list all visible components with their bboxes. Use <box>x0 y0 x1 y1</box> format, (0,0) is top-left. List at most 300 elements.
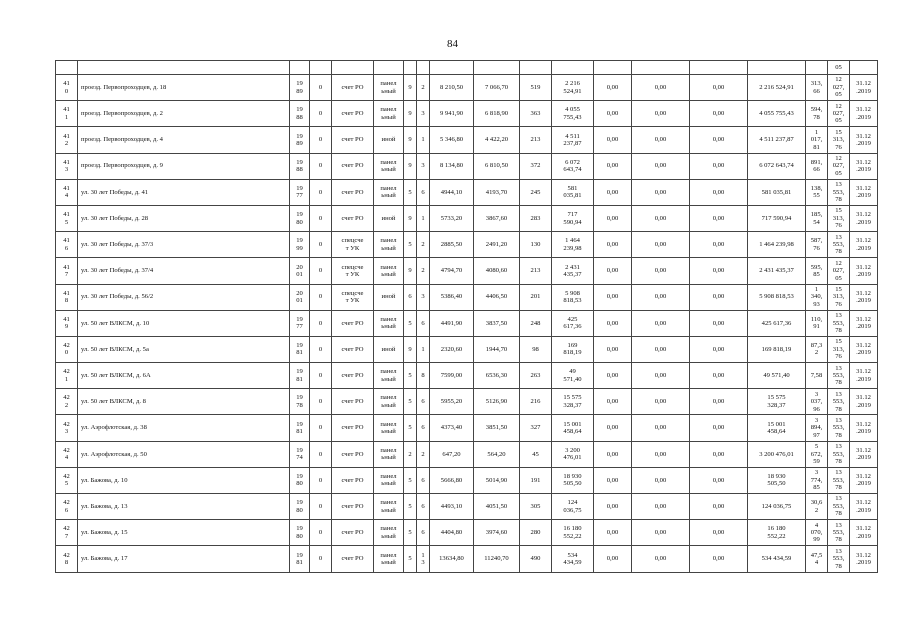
address-cell: проезд. Первопроходцев, д. 4 <box>78 127 290 153</box>
table-cell: счет РО <box>332 179 374 205</box>
table-cell: 5 <box>404 520 417 546</box>
table-cell: 185, 54 <box>806 205 828 231</box>
table-cell: 6 <box>404 284 417 310</box>
table-cell <box>806 61 828 75</box>
table-cell: 19 77 <box>290 179 310 205</box>
table-cell: 31.12 .2019 <box>850 179 878 205</box>
table-cell: 0,00 <box>690 336 748 362</box>
table-cell <box>594 61 632 75</box>
table-cell: 20 01 <box>290 258 310 284</box>
table-cell: 0,00 <box>594 205 632 231</box>
table-cell: 4944,10 <box>430 179 474 205</box>
address-cell: ул. Бажова, д. 10 <box>78 467 290 493</box>
table-cell: 4 422,20 <box>474 127 520 153</box>
table-cell: 534 434,59 <box>552 546 594 572</box>
table-cell: 0,00 <box>632 101 690 127</box>
table-cell: 9 <box>404 127 417 153</box>
table-cell: 0,00 <box>690 127 748 153</box>
table-cell: 0,00 <box>594 232 632 258</box>
table-cell: 45 <box>520 441 552 467</box>
table-cell: 0,00 <box>632 179 690 205</box>
table-cell: 0 <box>310 389 332 415</box>
address-cell: ул. Бажова, д. 13 <box>78 494 290 520</box>
table-cell: счет РО <box>332 520 374 546</box>
table-cell: 0,00 <box>690 310 748 336</box>
table-cell: 4406,50 <box>474 284 520 310</box>
table-cell: 0,00 <box>690 258 748 284</box>
table-cell: счет РО <box>332 336 374 362</box>
table-cell: 3 200 476,01 <box>552 441 594 467</box>
table-cell: 0,00 <box>594 127 632 153</box>
table-cell: 425 617,36 <box>748 310 806 336</box>
table-cell: панел ьный <box>374 494 404 520</box>
table-cell <box>404 61 417 75</box>
table-row <box>56 179 878 205</box>
table-cell: иной <box>374 127 404 153</box>
table-cell <box>417 61 430 75</box>
address-cell: ул. 50 лет ВЛКСМ, д. 6А <box>78 363 290 389</box>
table-cell: 0 <box>310 520 332 546</box>
table-cell: 31.12 .2019 <box>850 336 878 362</box>
table-cell: 4404,80 <box>430 520 474 546</box>
table-cell: 0,00 <box>690 153 748 179</box>
table-cell: спецсче т УК <box>332 284 374 310</box>
table-cell: 0 <box>310 258 332 284</box>
table-cell: 13 553, 78 <box>828 310 850 336</box>
table-cell: 0,00 <box>632 232 690 258</box>
table-cell: 564,20 <box>474 441 520 467</box>
table-cell: 305 <box>520 494 552 520</box>
table-cell: 31.12 .2019 <box>850 546 878 572</box>
table-cell: 41 1 <box>56 101 78 127</box>
table-cell: 31.12 .2019 <box>850 153 878 179</box>
address-cell: проезд. Первопроходцев, д. 9 <box>78 153 290 179</box>
table-cell: 4 055 755,43 <box>748 101 806 127</box>
table-cell: 0,00 <box>594 520 632 546</box>
table-cell: 42 7 <box>56 520 78 546</box>
table-cell: 1 340, 93 <box>806 284 828 310</box>
table-cell: 13 553, 78 <box>828 494 850 520</box>
table-cell: счет РО <box>332 441 374 467</box>
table-cell: 0,00 <box>690 284 748 310</box>
table-cell: 31.12 .2019 <box>850 284 878 310</box>
table-cell: 41 7 <box>56 258 78 284</box>
table-cell: 490 <box>520 546 552 572</box>
table-cell: 4080,60 <box>474 258 520 284</box>
table-cell: счет РО <box>332 310 374 336</box>
table-cell: счет РО <box>332 467 374 493</box>
table-cell: 0,00 <box>594 179 632 205</box>
table-cell: 0 <box>310 205 332 231</box>
table-cell <box>632 61 690 75</box>
table-cell: 19 89 <box>290 127 310 153</box>
table-cell: 2 <box>417 232 430 258</box>
table-cell: 4 511 237,87 <box>552 127 594 153</box>
table-cell: 13 553, 78 <box>828 520 850 546</box>
table-cell: 9 <box>404 205 417 231</box>
table-cell: 891, 66 <box>806 153 828 179</box>
table-cell: 19 80 <box>290 205 310 231</box>
table-cell: 0 <box>310 441 332 467</box>
table-cell: 0,00 <box>594 467 632 493</box>
table-cell: счет РО <box>332 127 374 153</box>
table-cell: 594, 78 <box>806 101 828 127</box>
table-cell: 11240,70 <box>474 546 520 572</box>
table-cell: 248 <box>520 310 552 336</box>
table-cell: 30,6 2 <box>806 494 828 520</box>
table-cell: 3 774, 85 <box>806 467 828 493</box>
table-cell: панел ьный <box>374 75 404 101</box>
table-cell: счет РО <box>332 415 374 441</box>
address-cell: проезд. Первопроходцев, д. 2 <box>78 101 290 127</box>
table-cell: 0,00 <box>690 179 748 205</box>
table-cell <box>520 61 552 75</box>
table-cell: 0,00 <box>632 546 690 572</box>
table-cell: 19 88 <box>290 101 310 127</box>
table-cell: счет РО <box>332 494 374 520</box>
table-cell: 6 <box>417 520 430 546</box>
table-cell: 2320,60 <box>430 336 474 362</box>
address-cell: ул. Аэрофлотская, д. 38 <box>78 415 290 441</box>
page-number: 84 <box>447 38 458 50</box>
table-cell: 9 <box>404 336 417 362</box>
table-cell: 98 <box>520 336 552 362</box>
table-cell: 19 89 <box>290 75 310 101</box>
table-cell <box>290 61 310 75</box>
table-cell <box>430 61 474 75</box>
table-cell: 647,20 <box>430 441 474 467</box>
table-cell: 12 027, 05 <box>828 75 850 101</box>
table-cell: 6 <box>417 389 430 415</box>
table-cell <box>690 61 748 75</box>
table-cell: 283 <box>520 205 552 231</box>
table-cell: панел ьный <box>374 415 404 441</box>
table-cell: иной <box>374 284 404 310</box>
table-cell: 1 <box>417 205 430 231</box>
table-cell: 42 4 <box>56 441 78 467</box>
table-cell: панел ьный <box>374 258 404 284</box>
table-cell: 5 908 818,53 <box>748 284 806 310</box>
table-cell: панел ьный <box>374 389 404 415</box>
table-cell: 5014,90 <box>474 467 520 493</box>
table-cell: 0,00 <box>632 441 690 467</box>
table-cell: 5126,90 <box>474 389 520 415</box>
table-cell: 0,00 <box>594 389 632 415</box>
address-cell: ул. 50 лет ВЛКСМ, д. 5а <box>78 336 290 362</box>
table-cell: 0,00 <box>594 310 632 336</box>
table-cell: 0,00 <box>594 258 632 284</box>
table-cell: 87,3 2 <box>806 336 828 362</box>
table-cell: 5 <box>404 546 417 572</box>
table-cell: 31.12 .2019 <box>850 127 878 153</box>
table-row <box>56 546 878 572</box>
table-cell: 138, 55 <box>806 179 828 205</box>
address-cell: ул. 50 лет ВЛКСМ, д. 10 <box>78 310 290 336</box>
table-cell: 19 81 <box>290 363 310 389</box>
table-cell: 0,00 <box>594 546 632 572</box>
table-cell: 13 553, 78 <box>828 441 850 467</box>
table-cell: иной <box>374 205 404 231</box>
table-cell: 3974,60 <box>474 520 520 546</box>
table-cell: 717 590,94 <box>748 205 806 231</box>
table-cell: 0 <box>310 310 332 336</box>
table-row <box>56 153 878 179</box>
table-row <box>56 389 878 415</box>
table-cell: 5386,40 <box>430 284 474 310</box>
table-cell: 9 <box>404 258 417 284</box>
table-cell: 42 0 <box>56 336 78 362</box>
table-cell: 4491,90 <box>430 310 474 336</box>
table-cell: 13 553, 78 <box>828 179 850 205</box>
table-cell: 9 <box>404 101 417 127</box>
table-cell: 581 035,81 <box>748 179 806 205</box>
table-cell: панел ьный <box>374 179 404 205</box>
table-cell: панел ьный <box>374 232 404 258</box>
table-cell: 31.12 .2019 <box>850 467 878 493</box>
table-cell: 49 571,40 <box>748 363 806 389</box>
address-cell: ул. 30 лет Победы, д. 28 <box>78 205 290 231</box>
table-row <box>56 520 878 546</box>
table-cell: 6 <box>417 179 430 205</box>
table-cell: 12 027, 05 <box>828 153 850 179</box>
table-row <box>56 441 878 467</box>
address-cell: проезд. Первопроходцев, д. 18 <box>78 75 290 101</box>
table-cell: панел ьный <box>374 441 404 467</box>
table-row <box>56 127 878 153</box>
table-cell: 31.12 .2019 <box>850 310 878 336</box>
table-cell: 0,00 <box>690 101 748 127</box>
table-cell: панел ьный <box>374 101 404 127</box>
table-cell: 0,00 <box>632 258 690 284</box>
table-cell: 2 <box>417 441 430 467</box>
table-cell: 16 180 552,22 <box>552 520 594 546</box>
table-row <box>56 494 878 520</box>
table-cell: 213 <box>520 258 552 284</box>
table-cell: 13 553, 78 <box>828 546 850 572</box>
table-cell: 124 036,75 <box>748 494 806 520</box>
table-cell: 0,00 <box>632 75 690 101</box>
table-cell: 31.12 .2019 <box>850 75 878 101</box>
table-cell: 0 <box>310 336 332 362</box>
table-cell: 372 <box>520 153 552 179</box>
table-cell <box>474 61 520 75</box>
table-cell: 0,00 <box>632 467 690 493</box>
table-cell: 1 017, 81 <box>806 127 828 153</box>
table-cell: 13 553, 78 <box>828 415 850 441</box>
table-cell: 41 8 <box>56 284 78 310</box>
table-cell: 31.12 .2019 <box>850 494 878 520</box>
table-cell: иной <box>374 336 404 362</box>
table-cell: 124 036,75 <box>552 494 594 520</box>
table-cell: 41 9 <box>56 310 78 336</box>
table-cell: 8 210,50 <box>430 75 474 101</box>
table-cell: 5 346,80 <box>430 127 474 153</box>
table-cell: счет РО <box>332 153 374 179</box>
table-cell: 0,00 <box>632 389 690 415</box>
table-cell: 534 434,59 <box>748 546 806 572</box>
table-cell: 0,00 <box>594 363 632 389</box>
table-cell: 41 5 <box>56 205 78 231</box>
table-cell: 0,00 <box>690 467 748 493</box>
table-cell: 19 80 <box>290 494 310 520</box>
table-row <box>56 415 878 441</box>
table-cell: 1 <box>417 127 430 153</box>
table-cell: 42 6 <box>56 494 78 520</box>
table-cell: панел ьный <box>374 153 404 179</box>
table-cell: 7599,00 <box>430 363 474 389</box>
table-cell: счет РО <box>332 546 374 572</box>
table-row <box>56 336 878 362</box>
table-cell: панел ьный <box>374 546 404 572</box>
table-cell: 15 575 328,37 <box>748 389 806 415</box>
table-cell: 4 055 755,43 <box>552 101 594 127</box>
table-row <box>56 363 878 389</box>
table-row <box>56 310 878 336</box>
table-cell: 18 930 505,50 <box>748 467 806 493</box>
table-cell: панел ьный <box>374 520 404 546</box>
table-cell: 1 <box>417 336 430 362</box>
table-cell: 41 6 <box>56 232 78 258</box>
table-cell: 15 001 458,64 <box>748 415 806 441</box>
table-row <box>56 284 878 310</box>
table-cell: 5955,20 <box>430 389 474 415</box>
table-cell: 0 <box>310 494 332 520</box>
table-cell: 0,00 <box>632 520 690 546</box>
table-cell <box>332 61 374 75</box>
table-cell: 12 027, 05 <box>828 101 850 127</box>
table-cell: 213 <box>520 127 552 153</box>
table-row <box>56 61 878 75</box>
table-cell: 5733,20 <box>430 205 474 231</box>
table-cell: 31.12 .2019 <box>850 363 878 389</box>
table-cell: 201 <box>520 284 552 310</box>
table-cell: 13634,80 <box>430 546 474 572</box>
table-cell <box>56 61 78 75</box>
table-cell: 4 511 237,87 <box>748 127 806 153</box>
address-cell: ул. 30 лет Победы, д. 41 <box>78 179 290 205</box>
table-cell: 19 99 <box>290 232 310 258</box>
table-cell: 6 072 643,74 <box>552 153 594 179</box>
table-cell: 19 74 <box>290 441 310 467</box>
table-cell: 13 553, 78 <box>828 232 850 258</box>
table-cell: 0,00 <box>632 205 690 231</box>
table-cell: 0,00 <box>690 494 748 520</box>
table-row <box>56 467 878 493</box>
table-cell: 2491,20 <box>474 232 520 258</box>
table-cell: 6 <box>417 415 430 441</box>
table-cell: 3867,60 <box>474 205 520 231</box>
table-cell <box>748 61 806 75</box>
table-cell: счет РО <box>332 205 374 231</box>
table-cell: 0,00 <box>594 75 632 101</box>
address-cell: ул. 30 лет Победы, д. 37/4 <box>78 258 290 284</box>
table-cell: 49 571,40 <box>552 363 594 389</box>
table-cell: 15 313, 76 <box>828 336 850 362</box>
table-cell: счет РО <box>332 75 374 101</box>
table-cell: 0,00 <box>632 310 690 336</box>
table-cell: 3 <box>417 153 430 179</box>
table-cell: 9 <box>404 153 417 179</box>
table-cell: 41 4 <box>56 179 78 205</box>
address-cell: ул. 30 лет Победы, д. 37/3 <box>78 232 290 258</box>
table-cell: 9 941,90 <box>430 101 474 127</box>
table-cell: 3 <box>417 284 430 310</box>
table-cell: 0,00 <box>690 205 748 231</box>
table-cell: 191 <box>520 467 552 493</box>
table-cell: 47,5 4 <box>806 546 828 572</box>
table-cell: 0 <box>310 415 332 441</box>
table-cell: 19 80 <box>290 520 310 546</box>
table-cell: 4 070, 99 <box>806 520 828 546</box>
table-row <box>56 258 878 284</box>
table-cell: 587, 76 <box>806 232 828 258</box>
table-cell: 41 2 <box>56 127 78 153</box>
table-cell: 169 818,19 <box>552 336 594 362</box>
table-cell: 4051,50 <box>474 494 520 520</box>
table-cell: 263 <box>520 363 552 389</box>
table-cell: 31.12 .2019 <box>850 101 878 127</box>
table-cell: 1 3 <box>417 546 430 572</box>
table-row <box>56 205 878 231</box>
table-cell: 5 <box>404 415 417 441</box>
address-cell: ул. Бажова, д. 15 <box>78 520 290 546</box>
table-cell: спецсче т УК <box>332 258 374 284</box>
table-cell: 2 431 435,37 <box>748 258 806 284</box>
table-cell: 0 <box>310 284 332 310</box>
table-cell: 717 590,94 <box>552 205 594 231</box>
table-cell: 2 <box>417 258 430 284</box>
table-cell: счет РО <box>332 363 374 389</box>
table-cell: 3837,50 <box>474 310 520 336</box>
table-cell: 3 <box>417 101 430 127</box>
table-cell: 15 313, 76 <box>828 284 850 310</box>
table-cell: 31.12 .2019 <box>850 415 878 441</box>
table-cell: спецсче т УК <box>332 232 374 258</box>
table-cell: 519 <box>520 75 552 101</box>
table-cell: счет РО <box>332 389 374 415</box>
table-cell: 2 <box>417 75 430 101</box>
table-cell: 13 553, 78 <box>828 389 850 415</box>
table-cell: 0 <box>310 153 332 179</box>
table-cell: 8 134,80 <box>430 153 474 179</box>
table-cell: 16 180 552,22 <box>748 520 806 546</box>
table-cell: 3 037, 96 <box>806 389 828 415</box>
table-cell: 19 88 <box>290 153 310 179</box>
table-cell: 13 553, 78 <box>828 467 850 493</box>
table-cell: 0,00 <box>632 415 690 441</box>
table-cell: 5 <box>404 232 417 258</box>
table-cell: 19 81 <box>290 415 310 441</box>
table-cell: 6 072 643,74 <box>748 153 806 179</box>
table-cell: 0,00 <box>632 284 690 310</box>
table-cell: 0 <box>310 232 332 258</box>
table-cell: 0,00 <box>690 389 748 415</box>
table-row <box>56 232 878 258</box>
table-cell: 0,00 <box>594 494 632 520</box>
table-cell: 42 1 <box>56 363 78 389</box>
table-cell: 7 066,70 <box>474 75 520 101</box>
table-cell: 3 894, 97 <box>806 415 828 441</box>
table-cell: 1944,70 <box>474 336 520 362</box>
table-cell: 15 313, 76 <box>828 205 850 231</box>
table-cell: 5 <box>404 467 417 493</box>
table-cell: 41 0 <box>56 75 78 101</box>
table-cell: 5 <box>404 310 417 336</box>
table-cell: 0 <box>310 467 332 493</box>
table-cell: 4193,70 <box>474 179 520 205</box>
table-cell: панел ьный <box>374 363 404 389</box>
table-cell: 595, 85 <box>806 258 828 284</box>
